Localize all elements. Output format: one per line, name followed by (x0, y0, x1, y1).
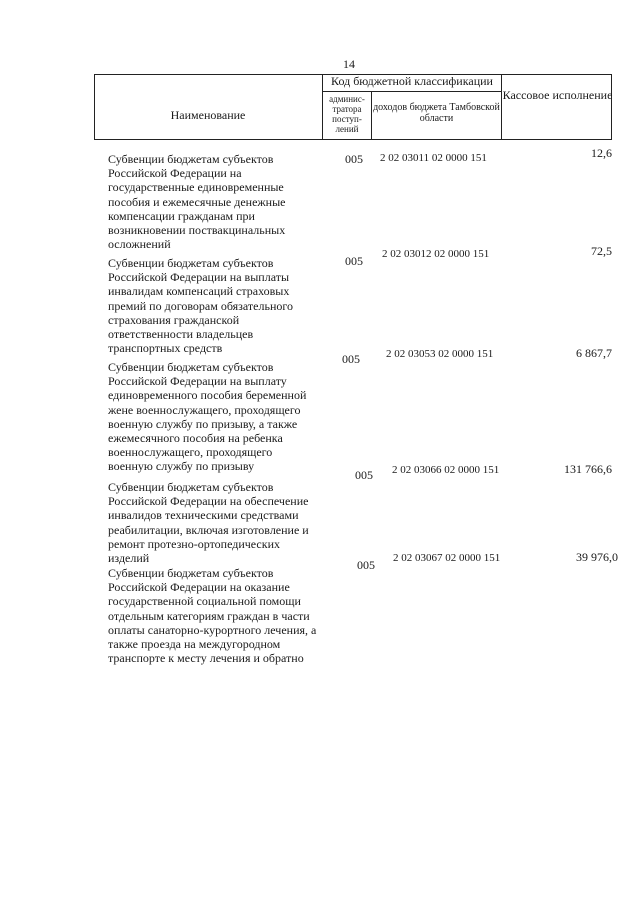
row-name: Субвенции бюджетам субъектов Российской Федерации на выплаты инвалидам компенсаций страховых премий по договорам обязательного страхования гражданской ответственности владельцев транспортных средств (108, 256, 293, 356)
row-code: 2 02 03066 02 0000 151 (392, 464, 500, 476)
row-amount: 39 976,0 (576, 550, 618, 564)
header-admin: админис-тратора поступ-лений (329, 94, 365, 134)
table-header (94, 74, 612, 140)
row-admin: 005 (345, 254, 363, 268)
row-amount: 12,6 (591, 146, 612, 160)
page-number: 14 (343, 57, 355, 71)
row-code: 2 02 03011 02 0000 151 (380, 152, 487, 164)
header-cash: Кассовое исполнение (502, 88, 613, 102)
row-name: Субвенции бюджетам субъектов Российской Федерации на государственные единовременные пособия и ежемесячные денежные компенсации гражданам при возникновении поствакцинальных осложнений (108, 152, 286, 252)
header-name: Наименование (170, 108, 246, 122)
header-code-group: Код бюджетной классификации (331, 74, 493, 88)
row-amount: 72,5 (591, 244, 612, 258)
row-name: Субвенции бюджетам субъектов Российской Федерации на оказание государственной социальной помощи отдельным категориям граждан в части оплаты санаторно-курортного лечения, а также проезда на междугородном транспорте к месту лечения и обратно (108, 566, 317, 666)
row-name: Субвенции бюджетам субъектов Российской Федерации на обеспечение инвалидов техническими средствами реабилитации, включая изготовление и ремонт протезно-ортопедических изделий (108, 480, 309, 566)
row-code: 2 02 03012 02 0000 151 (382, 248, 490, 260)
header-income: доходов бюджета Тамбовской области (373, 102, 500, 124)
header-divider (322, 91, 501, 92)
row-code: 2 02 03053 02 0000 151 (386, 348, 494, 360)
row-admin: 005 (345, 152, 363, 166)
row-admin: 005 (355, 468, 373, 482)
row-amount: 131 766,6 (564, 462, 612, 476)
header-divider (501, 75, 502, 139)
row-name: Субвенции бюджетам субъектов Российской Федерации на выплату единовременного пособия беременной жене военнослужащего, проходящего военную службу по призыву, а также ежемесячного пособия на ребенка военнослужащего, проходящего военную службу по призыву (108, 360, 307, 474)
row-code: 2 02 03067 02 0000 151 (393, 552, 501, 564)
row-amount: 6 867,7 (576, 346, 612, 360)
row-admin: 005 (342, 352, 360, 366)
row-admin: 005 (357, 558, 375, 572)
